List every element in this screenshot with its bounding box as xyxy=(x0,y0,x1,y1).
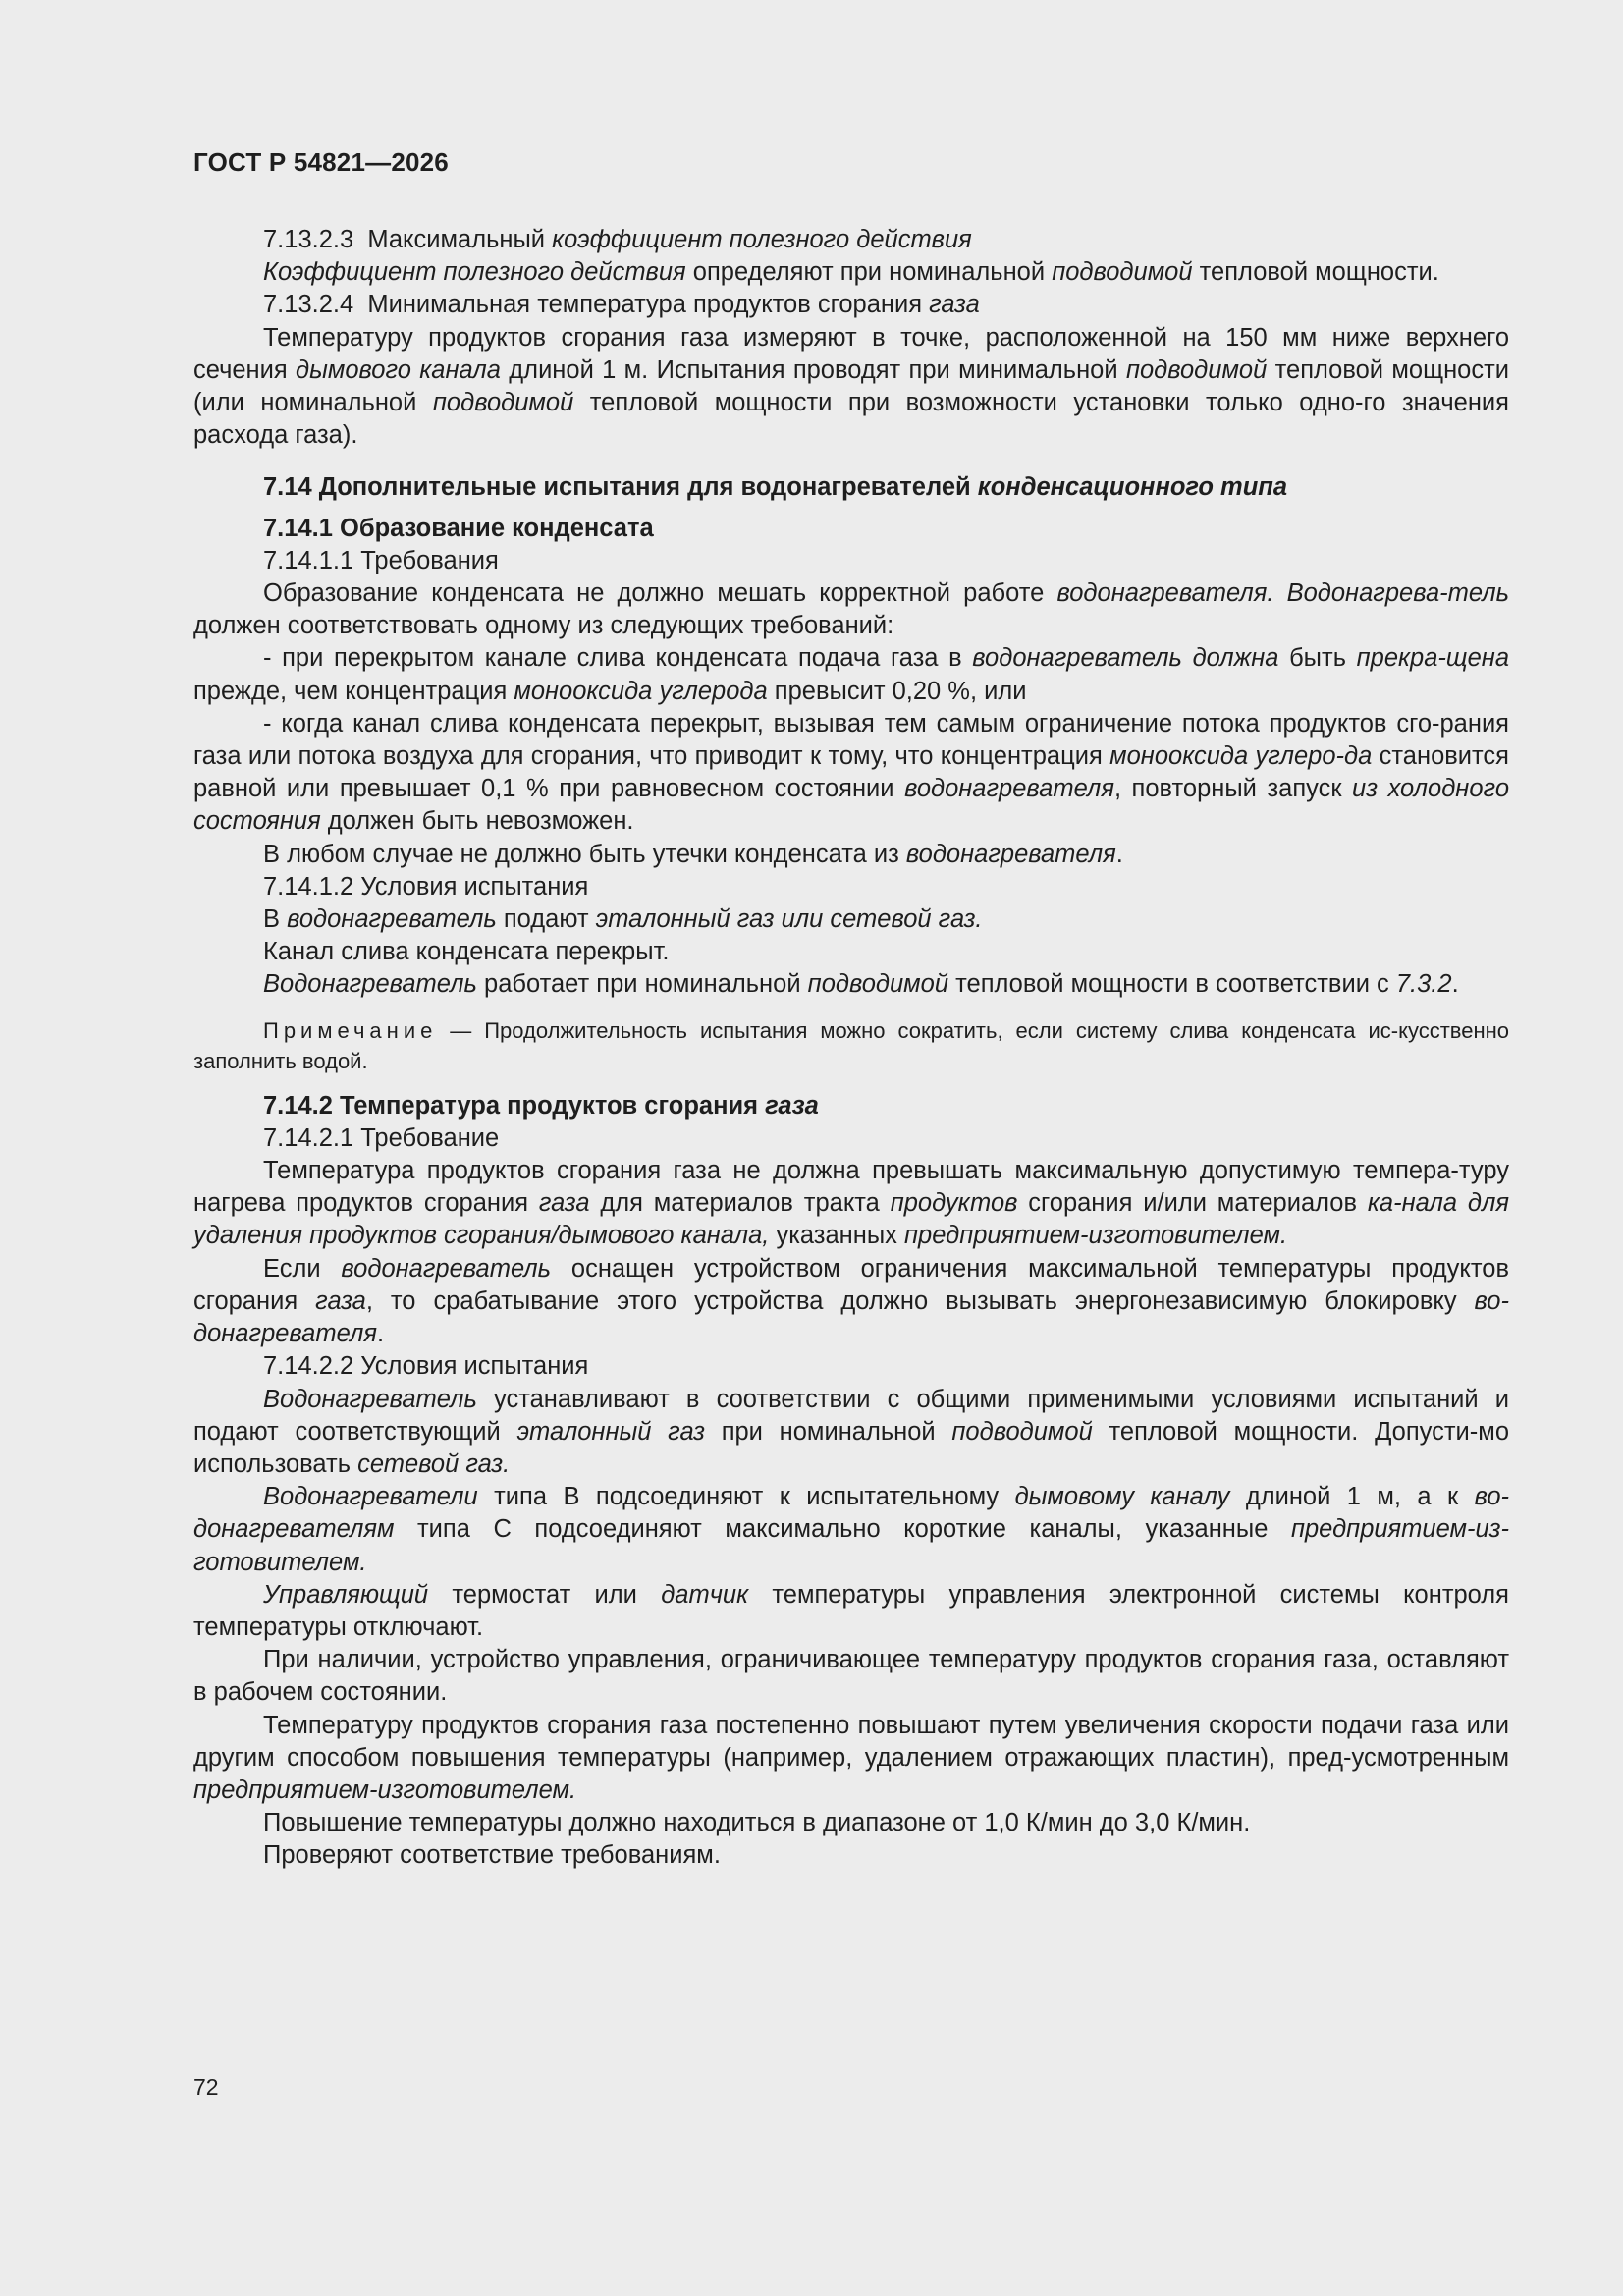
paragraph: Коэффициент полезного действия определяют при номинальной подводимой тепловой мощности. xyxy=(263,258,1439,287)
paragraph: Водонагреватели типа В подсоединяют к испытательному дымовому каналу длиной 1 м, а к во-донагревателям типа С подсоединяют максимально короткие каналы, указанные предприятием-из-готовителем. xyxy=(193,1483,1510,1576)
paragraph: Если водонагреватель оснащен устройством ограничения максимальной температуры продуктов сгорания газа, то срабатывание этого устройства должно вызывать энергонезависимую блокировку во-донагревателя. xyxy=(193,1254,1509,1348)
paragraph: При наличии, устройство управления, ограничивающее температуру продуктов сгорания газа, оставляют в рабочем состоянии. xyxy=(193,1646,1509,1707)
clause-7-13-2-4-title: 7.13.2.4 Минимальная температура продуктов сгорания газа xyxy=(263,291,980,319)
paragraph: Образование конденсата не должно мешать корректной работе водонагревателя. Водонагрева-тель должен соответствовать одному из следующих требований: xyxy=(193,579,1509,640)
paragraph: Повышение температуры должно находиться в диапазоне от 1,0 К/мин до 3,0 К/мин. xyxy=(263,1809,1251,1837)
document-header: ГОСТ Р 54821—2026 xyxy=(193,147,449,177)
list-item: - когда канал слива конденсата перекрыт, вызывая тем самым ограничение потока продуктов сго-рания газа или потока воздуха для сгорания, что приводит к тому, что концентрация монооксида углеро-да становится равной или превышает 0,1 % при равновесном состоянии водонагревателя, повторный запуск из холодного состояния должен быть невозможен. xyxy=(193,709,1509,836)
paragraph: Водонагреватель устанавливают в соответствии с общими применимыми условиями испытаний и подают соответствующий эталонный газ при номинальной подводимой тепловой мощности. Допусти-мо использовать сетевой газ. xyxy=(193,1385,1510,1478)
paragraph: Температуру продуктов сгорания газа измеряют в точке, расположенной на 150 мм ниже верхнего сечения дымового канала длиной 1 м. Испытания проводят при минимальной подводимой тепловой мощности (или номинальной подводимой тепловой мощности при возможности установки только одно-го значения расхода газа). xyxy=(193,323,1510,450)
section-7-14-2-heading: 7.14.2 Температура продуктов сгорания газа xyxy=(263,1091,819,1120)
clause-7-14-2-1-title: 7.14.2.1 Требование xyxy=(263,1123,500,1152)
paragraph: Управляющий термостат или датчик температуры управления электронной системы контроля температуры отключают. xyxy=(193,1580,1509,1641)
section-7-14-heading: 7.14 Дополнительные испытания для водонагревателей конденсационного типа xyxy=(263,473,1288,502)
page-number: 72 xyxy=(193,2074,219,2100)
paragraph: В водонагреватель подают эталонный газ или сетевой газ. xyxy=(263,905,983,934)
clause-7-14-2-2-title: 7.14.2.2 Условия испытания xyxy=(263,1352,589,1381)
paragraph: Водонагреватель работает при номинальной подводимой тепловой мощности в соответствии с 7.3.2. xyxy=(263,970,1459,999)
note-label: Примечание xyxy=(263,1017,438,1043)
paragraph: Канал слива конденсата перекрыт. xyxy=(263,938,670,966)
paragraph: Проверяют соответствие требованиям. xyxy=(263,1841,721,1870)
clause-7-13-2-3-title: 7.13.2.3 Максимальный коэффициент полезного действия xyxy=(263,226,972,253)
clause-7-14-1-2-title: 7.14.1.2 Условия испытания xyxy=(263,872,589,901)
paragraph: Температура продуктов сгорания газа не должна превышать максимальную допустимую темпера-туру нагрева продуктов сгорания газа для материалов тракта продуктов сгорания и/или материалов ка-нала для удаления продуктов сгорания/дымового канала, указанных предприятием-изготовителем. xyxy=(193,1157,1509,1250)
clause-7-14-1-1-title: 7.14.1.1 Требования xyxy=(263,546,499,574)
list-item: - при перекрытом канале слива конденсата подача газа в водонагреватель должна быть прекра-щена прежде, чем концентрация монооксида углерода превысит 0,20 %, или xyxy=(193,644,1509,705)
section-7-14-1-heading: 7.14.1 Образование конденсата xyxy=(263,514,654,542)
document-body xyxy=(193,224,1509,1873)
paragraph: В любом случае не должно быть утечки конденсата из водонагревателя. xyxy=(263,840,1123,868)
note: Примечание — Продолжительность испытания можно сократить, если систему слива конденсата ис-кусственно заполнить водой. xyxy=(193,1017,1509,1073)
paragraph: Температуру продуктов сгорания газа постепенно повышают путем увеличения скорости подачи газа или другим способом повышения температуры (например, удалением отражающих пластин), пред-усмотренным предприятием-изготовителем. xyxy=(193,1711,1509,1804)
